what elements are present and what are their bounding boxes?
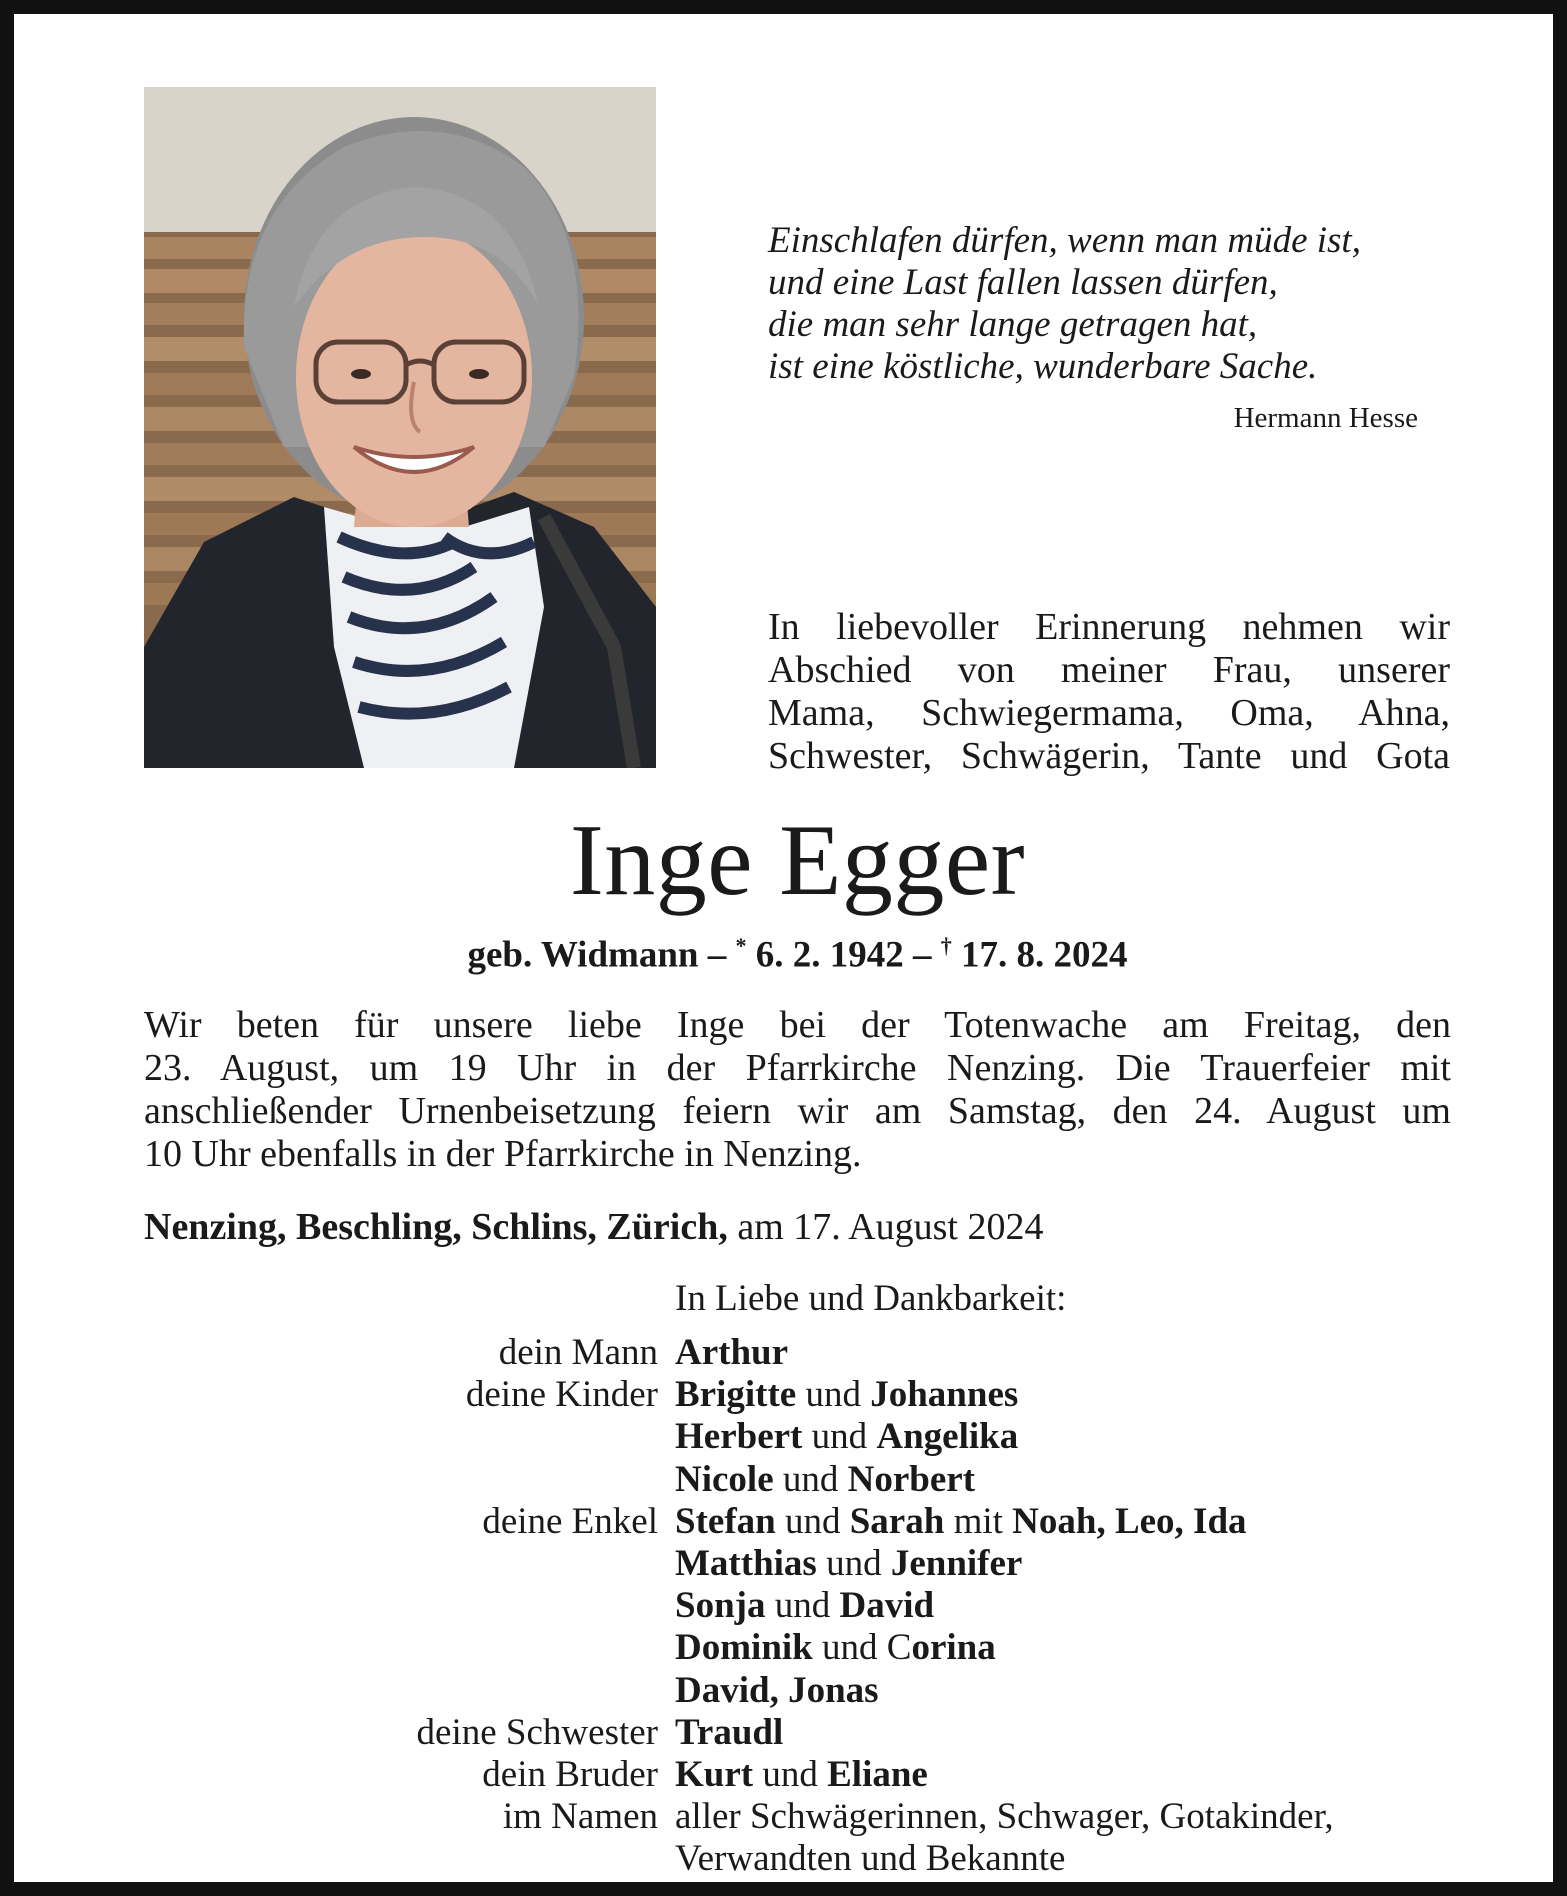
mourner-name: Norbert	[847, 1458, 976, 1500]
portrait-photo	[144, 87, 656, 768]
relation-label: im Namen	[502, 1796, 658, 1838]
service-line: 10 Uhr ebenfalls in der Pfarrkirche in Nenzing.	[144, 1133, 862, 1175]
relation-label: deine Enkel	[482, 1500, 658, 1542]
mourner-name: orina	[911, 1627, 996, 1669]
mourner-name: Brigitte	[675, 1374, 797, 1416]
relation-label	[214, 1670, 675, 1712]
connector-text: und	[796, 1374, 871, 1416]
connector-text: Verwandten und Bekannte	[675, 1838, 1066, 1880]
mourner-names	[675, 1416, 1018, 1458]
relation-label	[214, 1459, 675, 1501]
service-line: 23. August, um 19 Uhr in der Pfarrkirche Nenzing. Die Trauerfeier mit	[144, 1047, 1451, 1089]
mourner-name: Sarah	[849, 1500, 945, 1542]
service-line: anschließender Urnenbeisetzung feiern wir am Samstag, den 24. August um	[144, 1090, 1451, 1132]
quote-author: Hermann Hesse	[1233, 402, 1418, 434]
death-symbol: †	[940, 933, 952, 958]
mourner-names	[675, 1754, 928, 1796]
mourner-name: Arthur	[675, 1332, 789, 1373]
mourner-names	[675, 1459, 975, 1501]
mourner-name: Dominik	[675, 1627, 813, 1669]
mourner-row	[214, 1543, 1514, 1585]
mourner-name: Traudl	[675, 1711, 784, 1753]
mourners-list	[214, 1332, 1514, 1881]
connector-text: aller Schwägerinnen, Schwager, Gotakinder,	[675, 1796, 1334, 1838]
death-date: 17. 8. 2024	[951, 934, 1128, 976]
mourner-names	[675, 1838, 1065, 1880]
relation-label: dein Bruder	[482, 1754, 658, 1796]
relation-label: dein Mann	[498, 1332, 658, 1373]
mourner-name: Stefan	[675, 1500, 776, 1542]
mourner-name: Sonja	[675, 1585, 766, 1627]
quote-block	[768, 220, 1448, 388]
mourner-row	[214, 1374, 1514, 1416]
mourner-row	[214, 1670, 1514, 1712]
mourner-row	[214, 1332, 1514, 1374]
connector-text: mit	[944, 1500, 1013, 1542]
mourner-row	[214, 1585, 1514, 1627]
mourner-name: Eliane	[827, 1754, 928, 1796]
connector-text: und	[816, 1543, 891, 1585]
birth-date: 6. 2. 1942 –	[746, 934, 941, 976]
mourner-name: Herbert	[675, 1416, 803, 1458]
mourner-names	[675, 1543, 1022, 1585]
place-date-line	[144, 1205, 1043, 1249]
intro-line: Mama, Schwiegermama, Oma, Ahna,	[768, 692, 1450, 734]
connector-text: und	[773, 1458, 848, 1500]
mourner-names	[675, 1332, 788, 1374]
connector-text: und	[802, 1416, 877, 1458]
notice-date: am 17. August 2024	[727, 1206, 1044, 1248]
mourner-names	[675, 1796, 1334, 1838]
intro-line: Schwester, Schwägerin, Tante und Gota	[768, 735, 1450, 777]
intro-line: Abschied von meiner Frau, unserer	[768, 649, 1450, 691]
mourner-name: Kurt	[675, 1754, 754, 1796]
relation-label	[214, 1838, 675, 1880]
mourner-name: Noah, Leo, Ida	[1012, 1500, 1247, 1542]
mourner-row	[214, 1838, 1514, 1880]
mourner-names	[675, 1374, 1018, 1416]
mourner-names	[675, 1670, 879, 1712]
relation-label	[214, 1416, 675, 1458]
service-line: Wir beten für unsere liebe Inge bei der Totenwache am Freitag, den	[144, 1004, 1451, 1046]
mourner-name: Matthias	[675, 1543, 817, 1585]
mourner-names	[675, 1585, 934, 1627]
mourner-name: Nicole	[675, 1458, 774, 1500]
mourner-row	[214, 1627, 1514, 1669]
mourner-row	[214, 1712, 1514, 1754]
thanks-heading: In Liebe und Dankbarkeit:	[675, 1278, 1067, 1319]
portrait-illustration	[144, 87, 656, 768]
life-dates	[14, 933, 1567, 976]
place-names: Nenzing, Beschling, Schlins, Zürich,	[144, 1206, 728, 1248]
mourner-names	[675, 1501, 1247, 1543]
quote-line: und eine Last fallen lassen dürfen,	[768, 262, 1278, 303]
mourner-row	[214, 1459, 1514, 1501]
relation-label	[214, 1585, 675, 1627]
mourner-name: Johannes	[870, 1374, 1019, 1416]
mourner-name: David, Jonas	[675, 1669, 879, 1711]
quote-line: Einschlafen dürfen, wenn man müde ist,	[768, 220, 1361, 261]
quote-line: ist eine köstliche, wunderbare Sache.	[768, 346, 1318, 387]
service-details	[144, 1004, 1451, 1176]
connector-text: und	[765, 1585, 840, 1627]
maiden-name: geb. Widmann –	[467, 934, 736, 976]
mourner-name: Jennifer	[890, 1543, 1023, 1585]
mourner-names	[675, 1712, 783, 1754]
mourner-row	[214, 1501, 1514, 1543]
mourner-row	[214, 1796, 1514, 1838]
quote-line: die man sehr lange getragen hat,	[768, 304, 1258, 345]
connector-text: und	[775, 1500, 850, 1542]
mourner-row	[214, 1754, 1514, 1796]
mourner-row	[214, 1416, 1514, 1458]
mourner-names	[675, 1627, 996, 1669]
connector-text: und C	[812, 1627, 912, 1669]
relation-label: deine Kinder	[465, 1374, 658, 1416]
birth-symbol: *	[735, 933, 747, 958]
relation-label: deine Schwester	[416, 1711, 658, 1753]
mourner-name: David	[839, 1585, 935, 1627]
mourner-name: Angelika	[876, 1416, 1019, 1458]
intro-text	[768, 606, 1450, 778]
intro-line: In liebevoller Erinnerung nehmen wir	[768, 606, 1450, 648]
deceased-name: Inge Egger	[569, 804, 1026, 917]
relation-label	[214, 1543, 675, 1585]
connector-text: und	[753, 1754, 828, 1796]
relation-label	[214, 1627, 675, 1669]
